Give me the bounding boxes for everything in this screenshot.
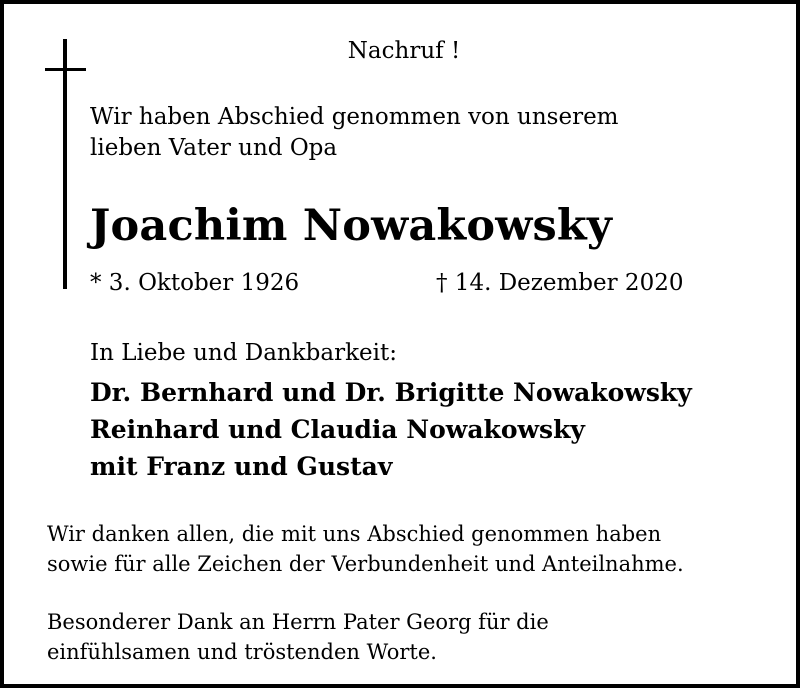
thanks-line: Wir danken allen, die mit uns Abschied genommen haben [47,522,662,546]
mourner-line: mit Franz und Gustav [90,452,393,481]
birth-date: * 3. Oktober 1926 [90,270,300,296]
mourner-line: Reinhard und Claudia Nowakowsky [90,415,585,444]
cross-horizontal-bar [45,68,86,71]
thanks-text [47,519,684,579]
special-thanks-line: einfühlsamen und tröstenden Worte. [47,640,437,664]
cross-vertical-bar [63,39,67,289]
mourners-heading: In Liebe und Dankbarkeit: [90,340,397,366]
special-thanks-line: Besonderer Dank an Herrn Pater Georg für die [47,610,549,634]
mourners-list [90,374,692,485]
death-date: † 14. Dezember 2020 [436,270,684,296]
deceased-name: Joachim Nowakowsky [90,201,613,251]
intro-text [90,102,618,164]
mourner-line: Dr. Bernhard und Dr. Brigitte Nowakowsky [90,378,692,407]
special-thanks-text [47,607,549,667]
intro-line: Wir haben Abschied genommen von unserem [90,104,619,130]
thanks-line: sowie für alle Zeichen der Verbundenheit und Anteilnahme. [47,552,684,576]
intro-line: lieben Vater und Opa [90,135,338,161]
heading: Nachruf ! [347,38,461,64]
